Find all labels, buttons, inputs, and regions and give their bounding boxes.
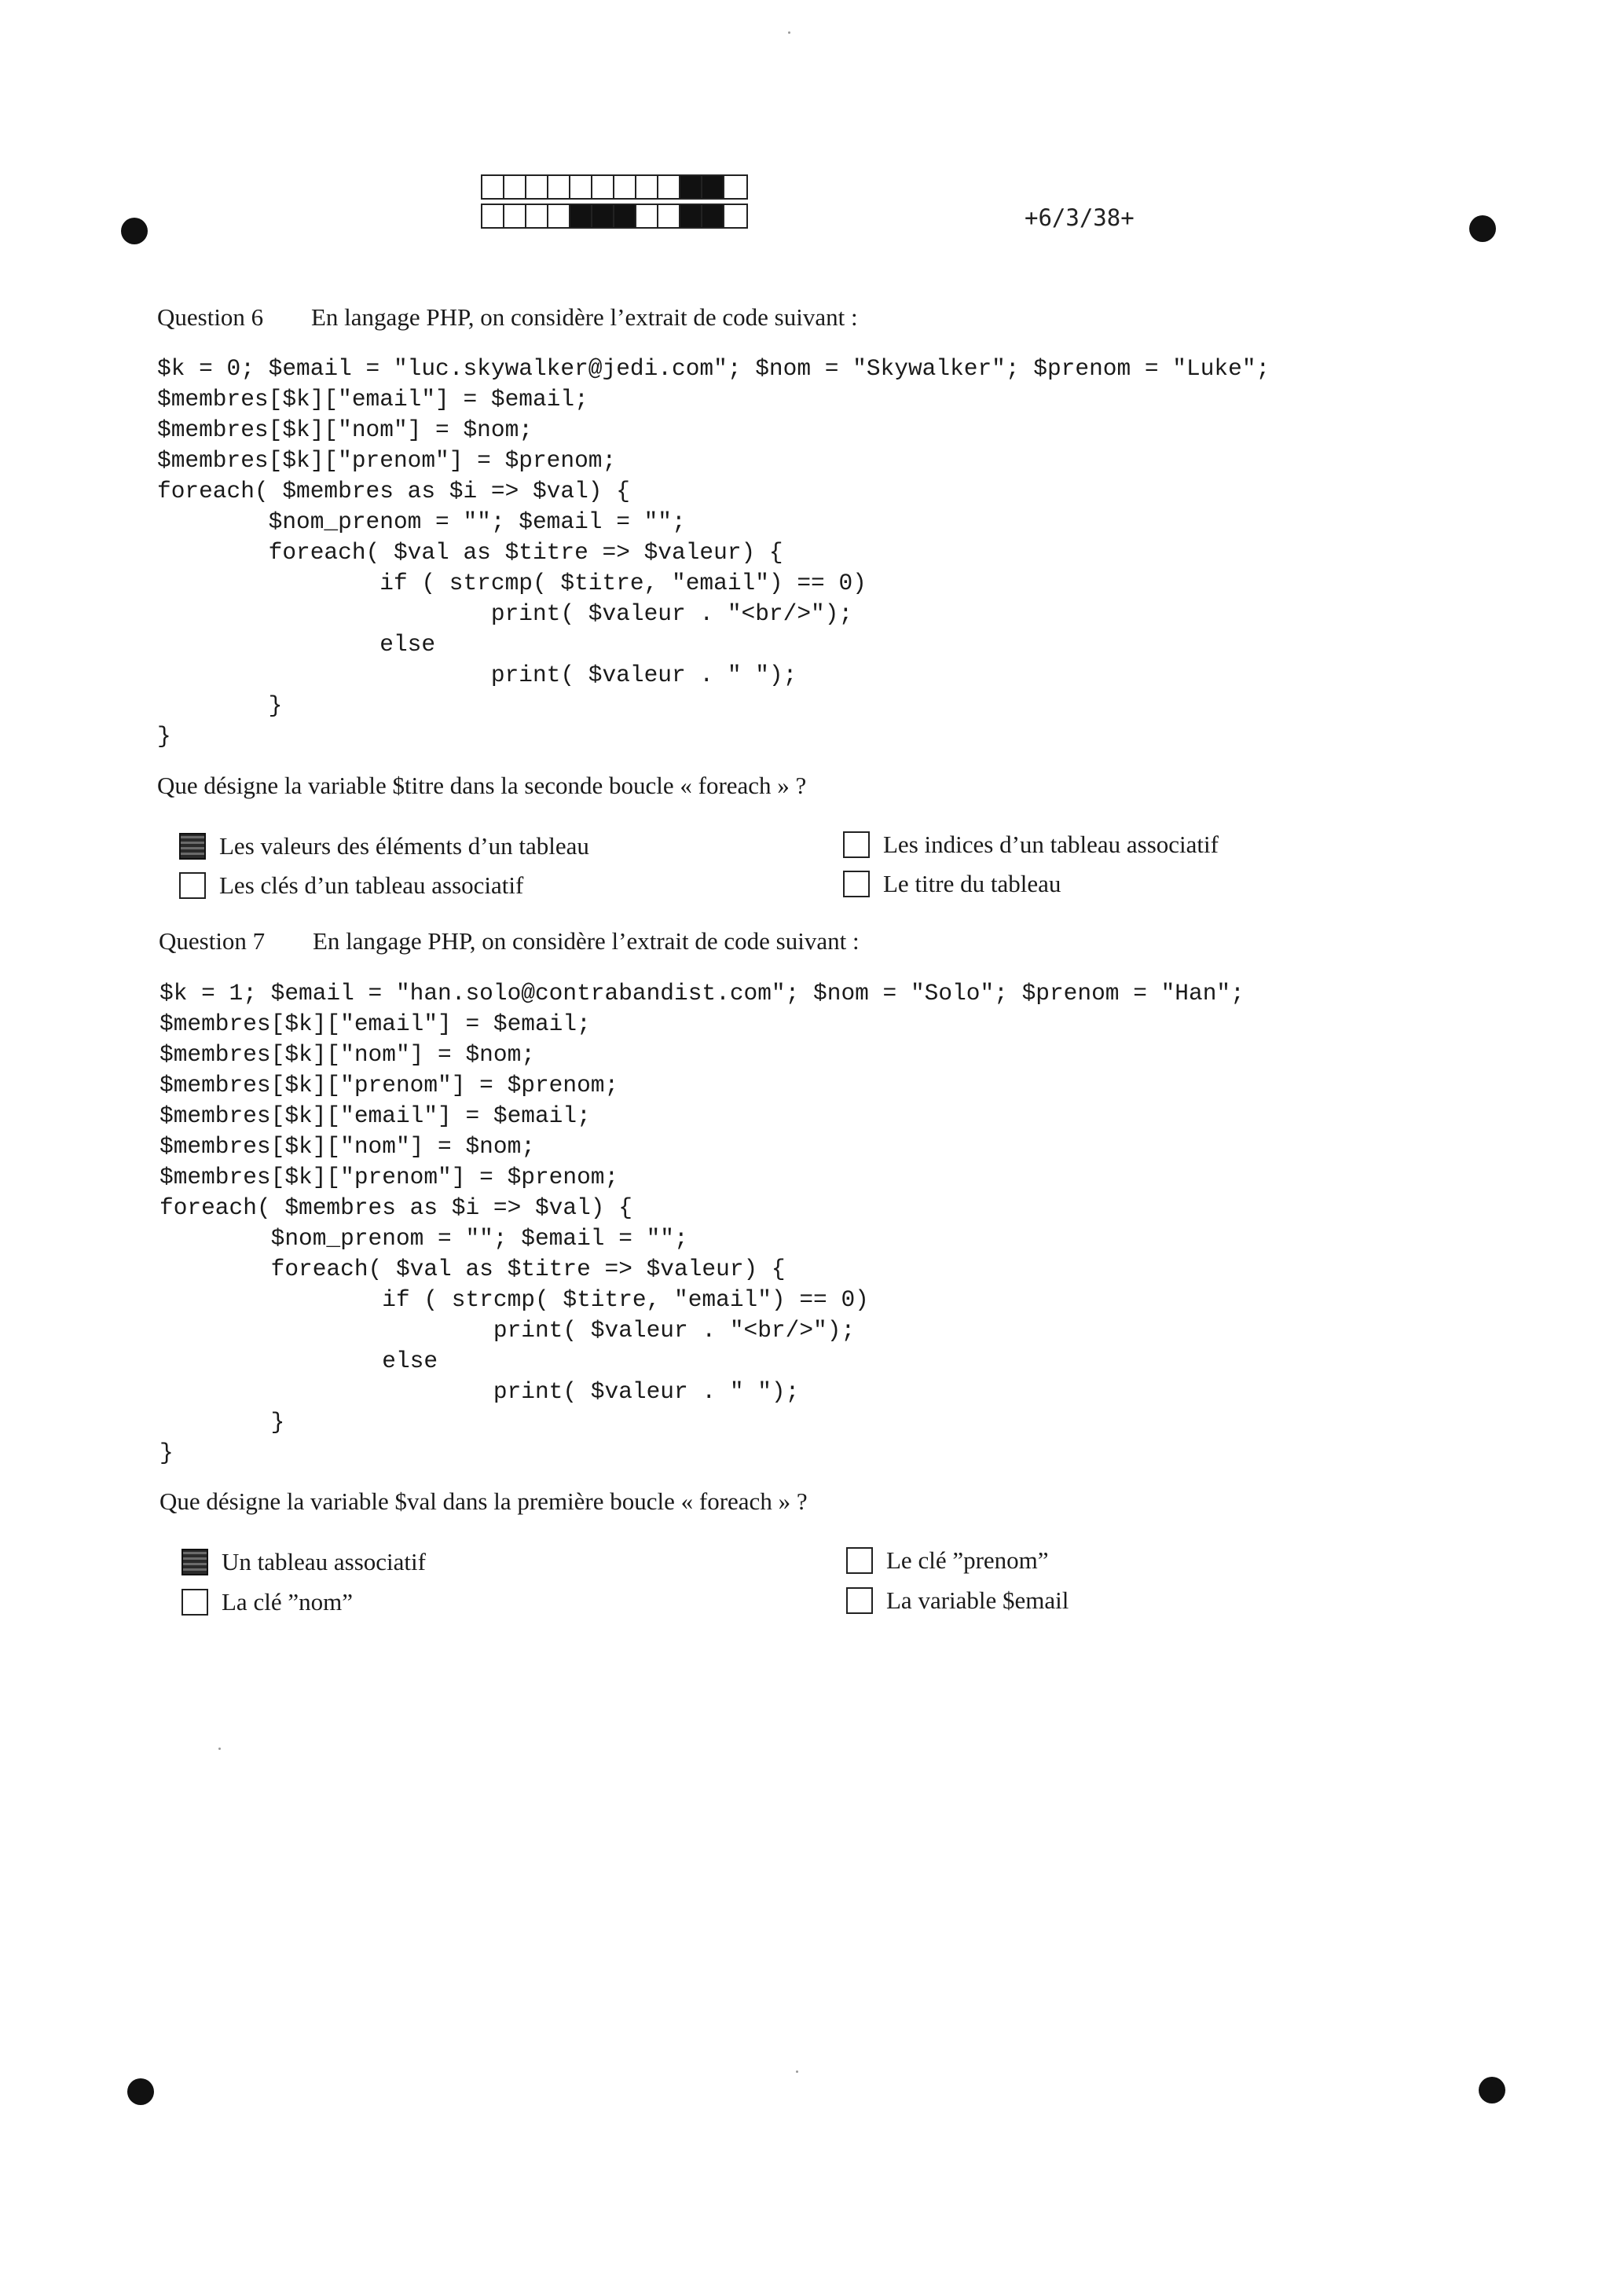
option-label: La clé ”nom” (222, 1588, 353, 1616)
barcode-cell-empty (504, 176, 526, 198)
question-7-option-3[interactable] (181, 1588, 353, 1616)
barcode-cell-filled (592, 205, 614, 227)
barcode-cell-empty (658, 176, 680, 198)
barcode-cell-empty (570, 176, 592, 198)
checkbox[interactable] (181, 1589, 208, 1616)
barcode-cell-empty (526, 205, 548, 227)
question-7-option-2[interactable] (846, 1546, 1049, 1575)
scan-speck (218, 1748, 221, 1750)
checkbox[interactable] (179, 833, 206, 860)
question-6-prompt: Que désigne la variable $titre dans la seconde boucle « foreach » ? (157, 772, 807, 799)
checkbox[interactable] (846, 1587, 873, 1614)
registration-mark-top-right (1469, 215, 1496, 242)
question-7-intro: En langage PHP, on considère l’extrait de code suivant : (313, 927, 860, 955)
barcode-cell-empty (548, 176, 570, 198)
barcode-cell-empty (548, 205, 570, 227)
question-7-label: Question 7 (159, 927, 266, 955)
barcode-cell-filled (702, 205, 724, 227)
scan-speck (788, 31, 790, 34)
question-6-intro: En langage PHP, on considère l’extrait de code suivant : (311, 303, 858, 331)
question-6-label: Question 6 (157, 303, 264, 331)
barcode-cell-filled (570, 205, 592, 227)
registration-mark-bottom-left (127, 2078, 154, 2105)
question-6-code: $k = 0; $email = "luc.skywalker@jedi.com"; $nom = "Skywalker"; $prenom = "Luke"; $membres[$k]["email"] = $email; $membres[$k]["nom"] = $nom; $membres[$k]["prenom"] = $prenom; foreach( $membres as $i => $val) { $nom_prenom = ""; $email = ""; foreach( $val as $titre => $valeur) { if ( strcmp( $titre, "email") == 0) print( $valeur . "<br/>"); else print( $valeur . " "); } } (157, 355, 1270, 750)
question-7-option-4[interactable] (846, 1586, 1069, 1615)
question-6-option-1[interactable] (179, 832, 589, 860)
barcode-cell-empty (614, 176, 636, 198)
question-7-prompt: Que désigne la variable $val dans la première boucle « foreach » ? (159, 1487, 808, 1515)
option-label: Les indices d’un tableau associatif (883, 831, 1219, 858)
barcode-cell-filled (614, 205, 636, 227)
scan-speck (796, 2070, 798, 2073)
barcode-cell-empty (482, 176, 504, 198)
registration-mark-top-left (121, 218, 148, 244)
registration-mark-bottom-right (1479, 2077, 1505, 2103)
question-7-code: $k = 1; $email = "han.solo@contrabandist.com"; $nom = "Solo"; $prenom = "Han"; $membres[$k]["email"] = $email; $membres[$k]["nom"] = $nom; $membres[$k]["prenom"] = $prenom; $membres[$k]["email"] = $email; $membres[$k]["nom"] = $nom; $membres[$k]["prenom"] = $prenom; foreach( $membres as $i => $val) { $nom_prenom = ""; $email = ""; foreach( $val as $titre => $valeur) { if ( strcmp( $titre, "email") == 0) print( $valeur . "<br/>"); else print( $valeur . " "); } } (159, 980, 1245, 1466)
question-7-header (159, 927, 860, 955)
question-6-header (157, 303, 858, 332)
checkbox[interactable] (846, 1547, 873, 1574)
page-id: +6/3/38+ (1025, 204, 1135, 231)
barcode-row-1 (481, 174, 748, 200)
barcode-cell-empty (592, 176, 614, 198)
barcode-cell-empty (658, 205, 680, 227)
option-label: Le titre du tableau (883, 870, 1061, 897)
checkbox[interactable] (181, 1549, 208, 1575)
question-6-option-4[interactable] (843, 870, 1061, 898)
option-label: Les clés d’un tableau associatif (219, 871, 524, 899)
barcode-cell-empty (724, 205, 746, 227)
barcode-cell-empty (636, 176, 658, 198)
option-label: Le clé ”prenom” (886, 1546, 1049, 1574)
barcode-cell-empty (526, 176, 548, 198)
question-6-option-2[interactable] (843, 831, 1219, 859)
barcode-cell-filled (680, 176, 702, 198)
question-7-option-1[interactable] (181, 1548, 426, 1576)
option-label: La variable $email (886, 1586, 1069, 1614)
checkbox[interactable] (179, 872, 206, 899)
barcode-row-2 (481, 204, 748, 229)
option-label: Un tableau associatif (222, 1548, 426, 1575)
checkbox[interactable] (843, 831, 870, 858)
question-6-option-3[interactable] (179, 871, 523, 900)
barcode-cell-empty (724, 176, 746, 198)
barcode-cell-empty (482, 205, 504, 227)
checkbox[interactable] (843, 871, 870, 897)
barcode-cell-empty (504, 205, 526, 227)
option-label: Les valeurs des éléments d’un tableau (219, 832, 589, 860)
barcode-cell-empty (636, 205, 658, 227)
barcode-cell-filled (702, 176, 724, 198)
barcode-cell-filled (680, 205, 702, 227)
